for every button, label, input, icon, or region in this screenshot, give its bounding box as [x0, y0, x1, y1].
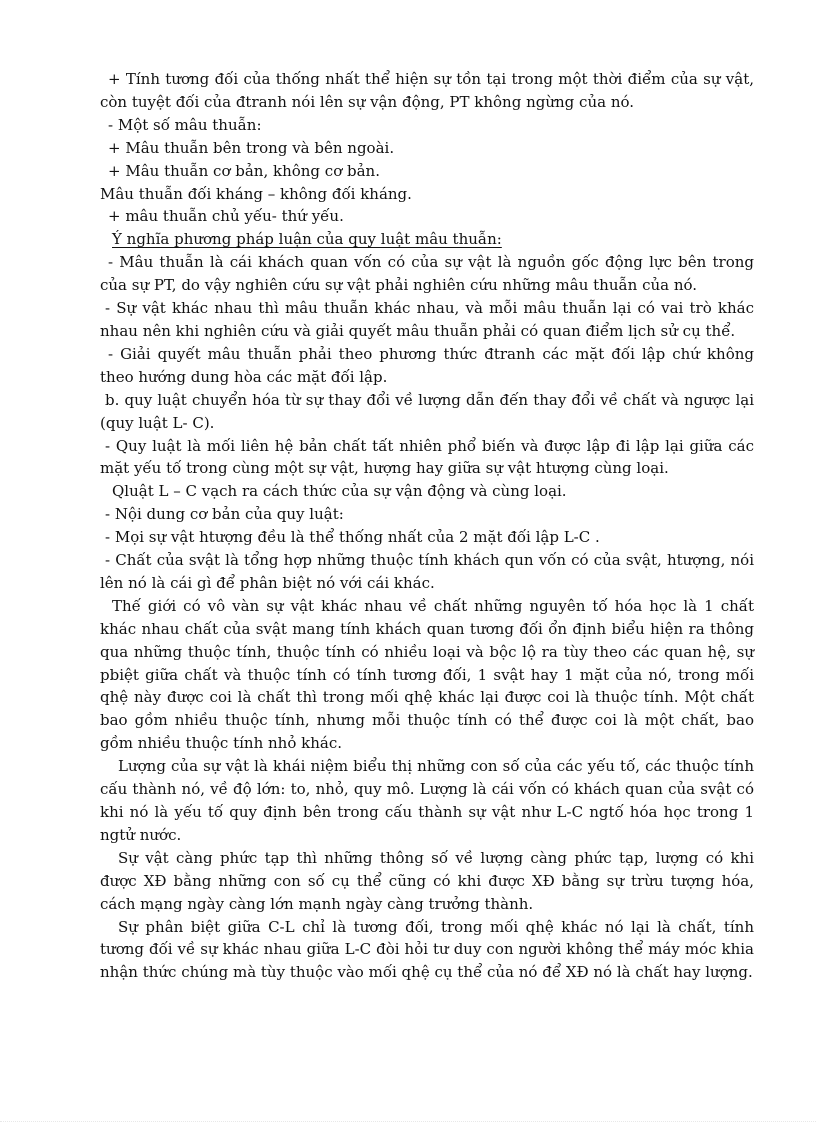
paragraph-unity-of-opposites: - Mọi sự vật htượng đều là thể thống nhất của 2 mặt đối lập L-C . — [105, 528, 600, 547]
paragraph-law-content-heading: - Nội dung cơ bản của quy luật: — [105, 505, 344, 524]
paragraph-primary-secondary: + mâu thuẫn chủ yếu- thứ yếu. — [108, 207, 344, 226]
paragraph-internal-external: + Mâu thuẫn bên trong và bên ngoài. — [108, 138, 395, 157]
paragraph-law-definition: - Quy luật là mối liên hệ bản chất tất nhiên phổ biến và được lập đi lập lại giữa các mặt yếu tố trong cùng một sự vật, hượng hay giữa sự vật htượng cùng loại. — [100, 436, 754, 478]
paragraph-objective-contradiction: - Mâu thuẫn là cái khách quan vốn có của sự vật là nguồn gốc động lực bên trong của sự PT, do vậy nghiên cứu sự vật phải nghiên cứu những mâu thuẫn của nó. — [100, 253, 754, 295]
paragraph-methodology-heading — [100, 228, 754, 251]
paragraph-basic-nonbasic: + Mâu thuẫn cơ bản, không cơ bản. — [108, 161, 380, 180]
paragraph-complex-things: Sự vật càng phức tạp thì những thông số về lượng càng phức tạp, lượng có khi được XĐ bằng những con số cụ thể cũng có khi được XĐ bằng sự trừu tượng hóa, cách mạng ngày càng lớn mạnh ngày càng trưởng thành. — [100, 848, 754, 913]
paragraph-relative-absolute: + Tính tương đối của thống nhất thể hiện sự tồn tại trong một thời điểm của sự vật, còn tuyệt đối của đtranh nói lên sự vận động, PT không ngừng của nó. — [100, 70, 754, 111]
paragraph-world-quality: Thế giới có vô vàn sự vật khác nhau về chất những nguyên tố hóa học là 1 chất khác nhau chất của svật mang tính khách quan tương đối ổn định biểu hiện ra thông qua những thuộc tính, thuộc tính có nhiều loại và bộc lộ ra tùy theo các quan hệ, sự pbiệt giữa chất và thuộc tính có tính tương đối, 1 svật hay 1 mặt của nó, trong mối qhệ này được coi là chất thì trong mối qhệ khác lại được coi là thuộc tính. Một chất bao gồm nhiều thuộc tính, nhưng mỗi thuộc tính có thể được coi là một chất, bao gồm nhiều thuộc tính nhỏ khác. — [100, 596, 754, 753]
paragraph-quantity-definition: Lượng của sự vật là khái niệm biểu thị những con số của các yếu tố, các thuộc tính cấu thành nó, về độ lớn: to, nhỏ, quy mô. Lượng là cái vốn có khách quan của svật có khi nó là yếu tố quy định bên trong cấu thành sự vật như L-C ngtố hóa học trong 1 ngtử nước. — [100, 757, 754, 844]
document-body — [100, 68, 754, 984]
paragraph-quality-definition: - Chất của svật là tổng hợp những thuộc tính khách qun vốn có của svật, htượng, nói lên nó là cái gì để phân biệt nó với cái khác. — [100, 551, 754, 592]
paragraph-quality-quantity-distinction: Sự phân biệt giữa C-L chỉ là tương đối, trong mối qhệ khác nó lại là chất, tính tương đối về sự khác nhau giữa L-C đòi hỏi tư duy con người không thể máy móc khia nhận thức chúng mà tùy thuộc vào mối qhệ cụ thể của nó để XĐ nó là chất hay lượng. — [100, 917, 754, 982]
methodology-heading-text: Ý nghĩa phương pháp luận của quy luật mâu thuẫn: — [112, 230, 502, 249]
paragraph-resolve-contradiction: - Giải quyết mâu thuẫn phải theo phương thức đtranh các mặt đối lập chứ không theo hướng dung hòa các mặt đối lập. — [100, 344, 754, 386]
paragraph-different-contradictions: - Sự vật khác nhau thì mâu thuẫn khác nhau, và mỗi mâu thuẫn lại có vai trò khác nhau nên khi nghiên cứu và giải quyết mâu thuẫn phải có quan điểm lịch sử cụ thể. — [100, 299, 754, 340]
paragraph-antagonistic: Mâu thuẫn đối kháng – không đối kháng. — [100, 184, 412, 203]
paragraph-quantity-quality-law: b. quy luật chuyển hóa từ sự thay đổi về lượng dẫn đến thay đổi về chất và ngược lại (quy luật L- C). — [100, 390, 754, 432]
paragraph-law-method: Qluật L – C vạch ra cách thức của sự vận động và cùng loại. — [112, 482, 567, 501]
paragraph-contradiction-types-heading: - Một số mâu thuẫn: — [108, 115, 262, 134]
